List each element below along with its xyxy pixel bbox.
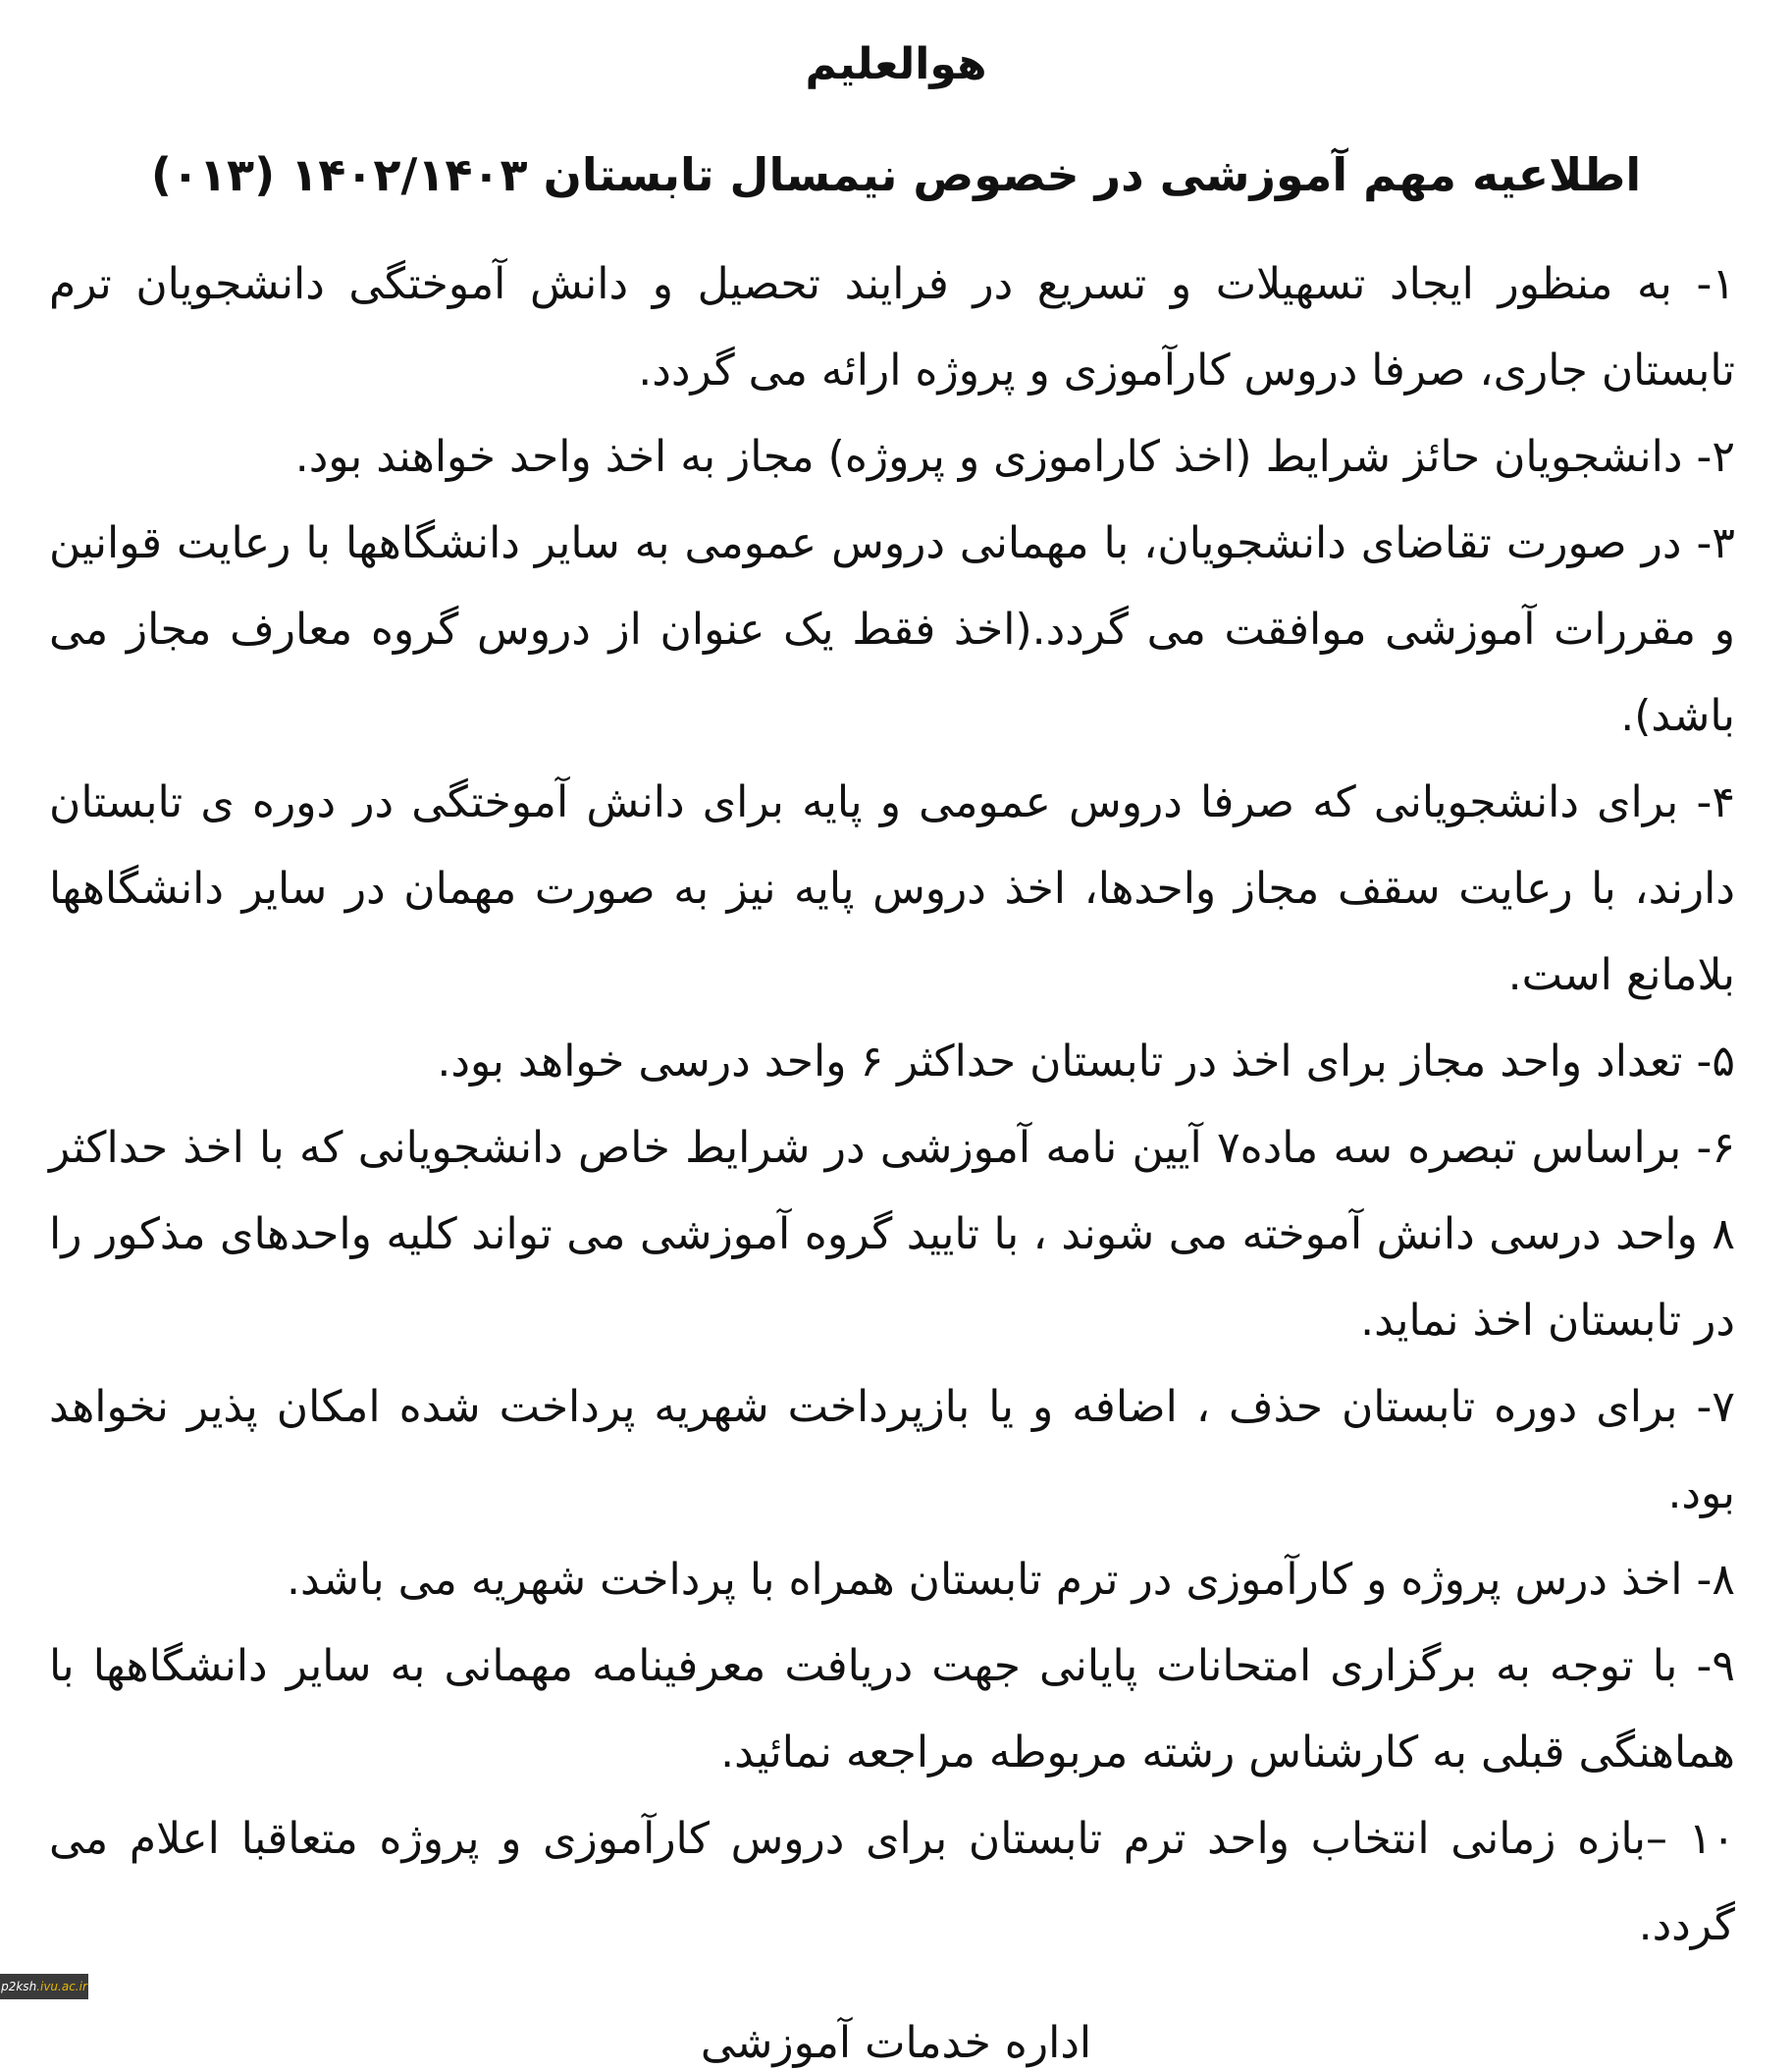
invocation-heading: هوالعلیم (805, 39, 987, 89)
announcement-item-8: ۸- اخذ درس پروژه و کارآموزی در ترم تابستان همراه با پرداخت شهریه می باشد. (287, 1554, 1735, 1605)
announcement-item-3: ۳- در صورت تقاضای دانشجویان، با مهمانی دروس عمومی به سایر دانشگاهها با رعایت قوانین و مقررات آموزشی موافقت می گردد.(اخذ فقط یک عنوان از دروس گروه معارف مجاز می باشد). (49, 517, 1735, 741)
signature-office: اداره خدمات آموزشی (700, 2017, 1092, 2068)
announcement-item-4: ۴- برای دانشجویانی که صرفا دروس عمومی و پایه برای دانش آموختگی در دوره ی تابستان دارند، با رعایت سقف مجاز واحدها، اخذ دروس پایه نیز به صورت مهمان در سایر دانشگاهها بلامانع است. (49, 776, 1735, 1000)
announcement-item-7: ۷- برای دوره تابستان حذف ، اضافه و یا بازپرداخت شهریه پرداخت شده امکان پذیر نخواهد بود. (49, 1381, 1735, 1518)
announcement-item-9: ۹- با توجه به برگزاری امتحانات پایانی جهت دریافت معرفینامه مهمانی به سایر دانشگاهها با هماهنگی قبلی به کارشناس رشته مربوطه مراجعه نمائید. (49, 1640, 1735, 1778)
announcement-item-2: ۲- دانشجویان حائز شرایط (اخذ کاراموزی و پروژه) مجاز به اخذ واحد خواهند بود. (294, 431, 1735, 482)
announcement-title: اطلاعیه مهم آموزشی در خصوص نیمسال تابستان ۱۴۰۲/۱۴۰۳ (۰۱۳) (150, 147, 1642, 201)
announcement-item-1: ۱- به منظور ایجاد تسهیلات و تسریع در فرایند تحصیل و دانش آموختگی دانشجویان ترم تابستان جاری، صرفا دروس کارآموزی و پروژه ارائه می گردد. (49, 258, 1735, 396)
watermark-prefix: p2ksh (1, 1980, 37, 1993)
announcement-item-6: ۶- براساس تبصره سه ماده۷ آیین نامه آموزشی در شرایط خاص دانشجویانی که با اخذ حداکثر ۸ واحد درسی دانش آموخته می شوند ، با تایید گروه آموزشی می تواند کلیه واحدهای مذکور را در تابستان اخذ نماید. (49, 1122, 1735, 1346)
site-watermark (0, 1974, 88, 1999)
announcement-items (39, 241, 1753, 1969)
announcement-item-5: ۵- تعداد واحد مجاز برای اخذ در تابستان حداکثر ۶ واحد درسی خواهد بود. (437, 1035, 1735, 1087)
announcement-item-10: ۱۰ –بازه زمانی انتخاب واحد ترم تابستان برای دروس کارآموزی و پروژه متعاقبا اعلام می گردد. (49, 1813, 1735, 1950)
watermark-domain: .ivu.ac.ir (36, 1980, 87, 1993)
